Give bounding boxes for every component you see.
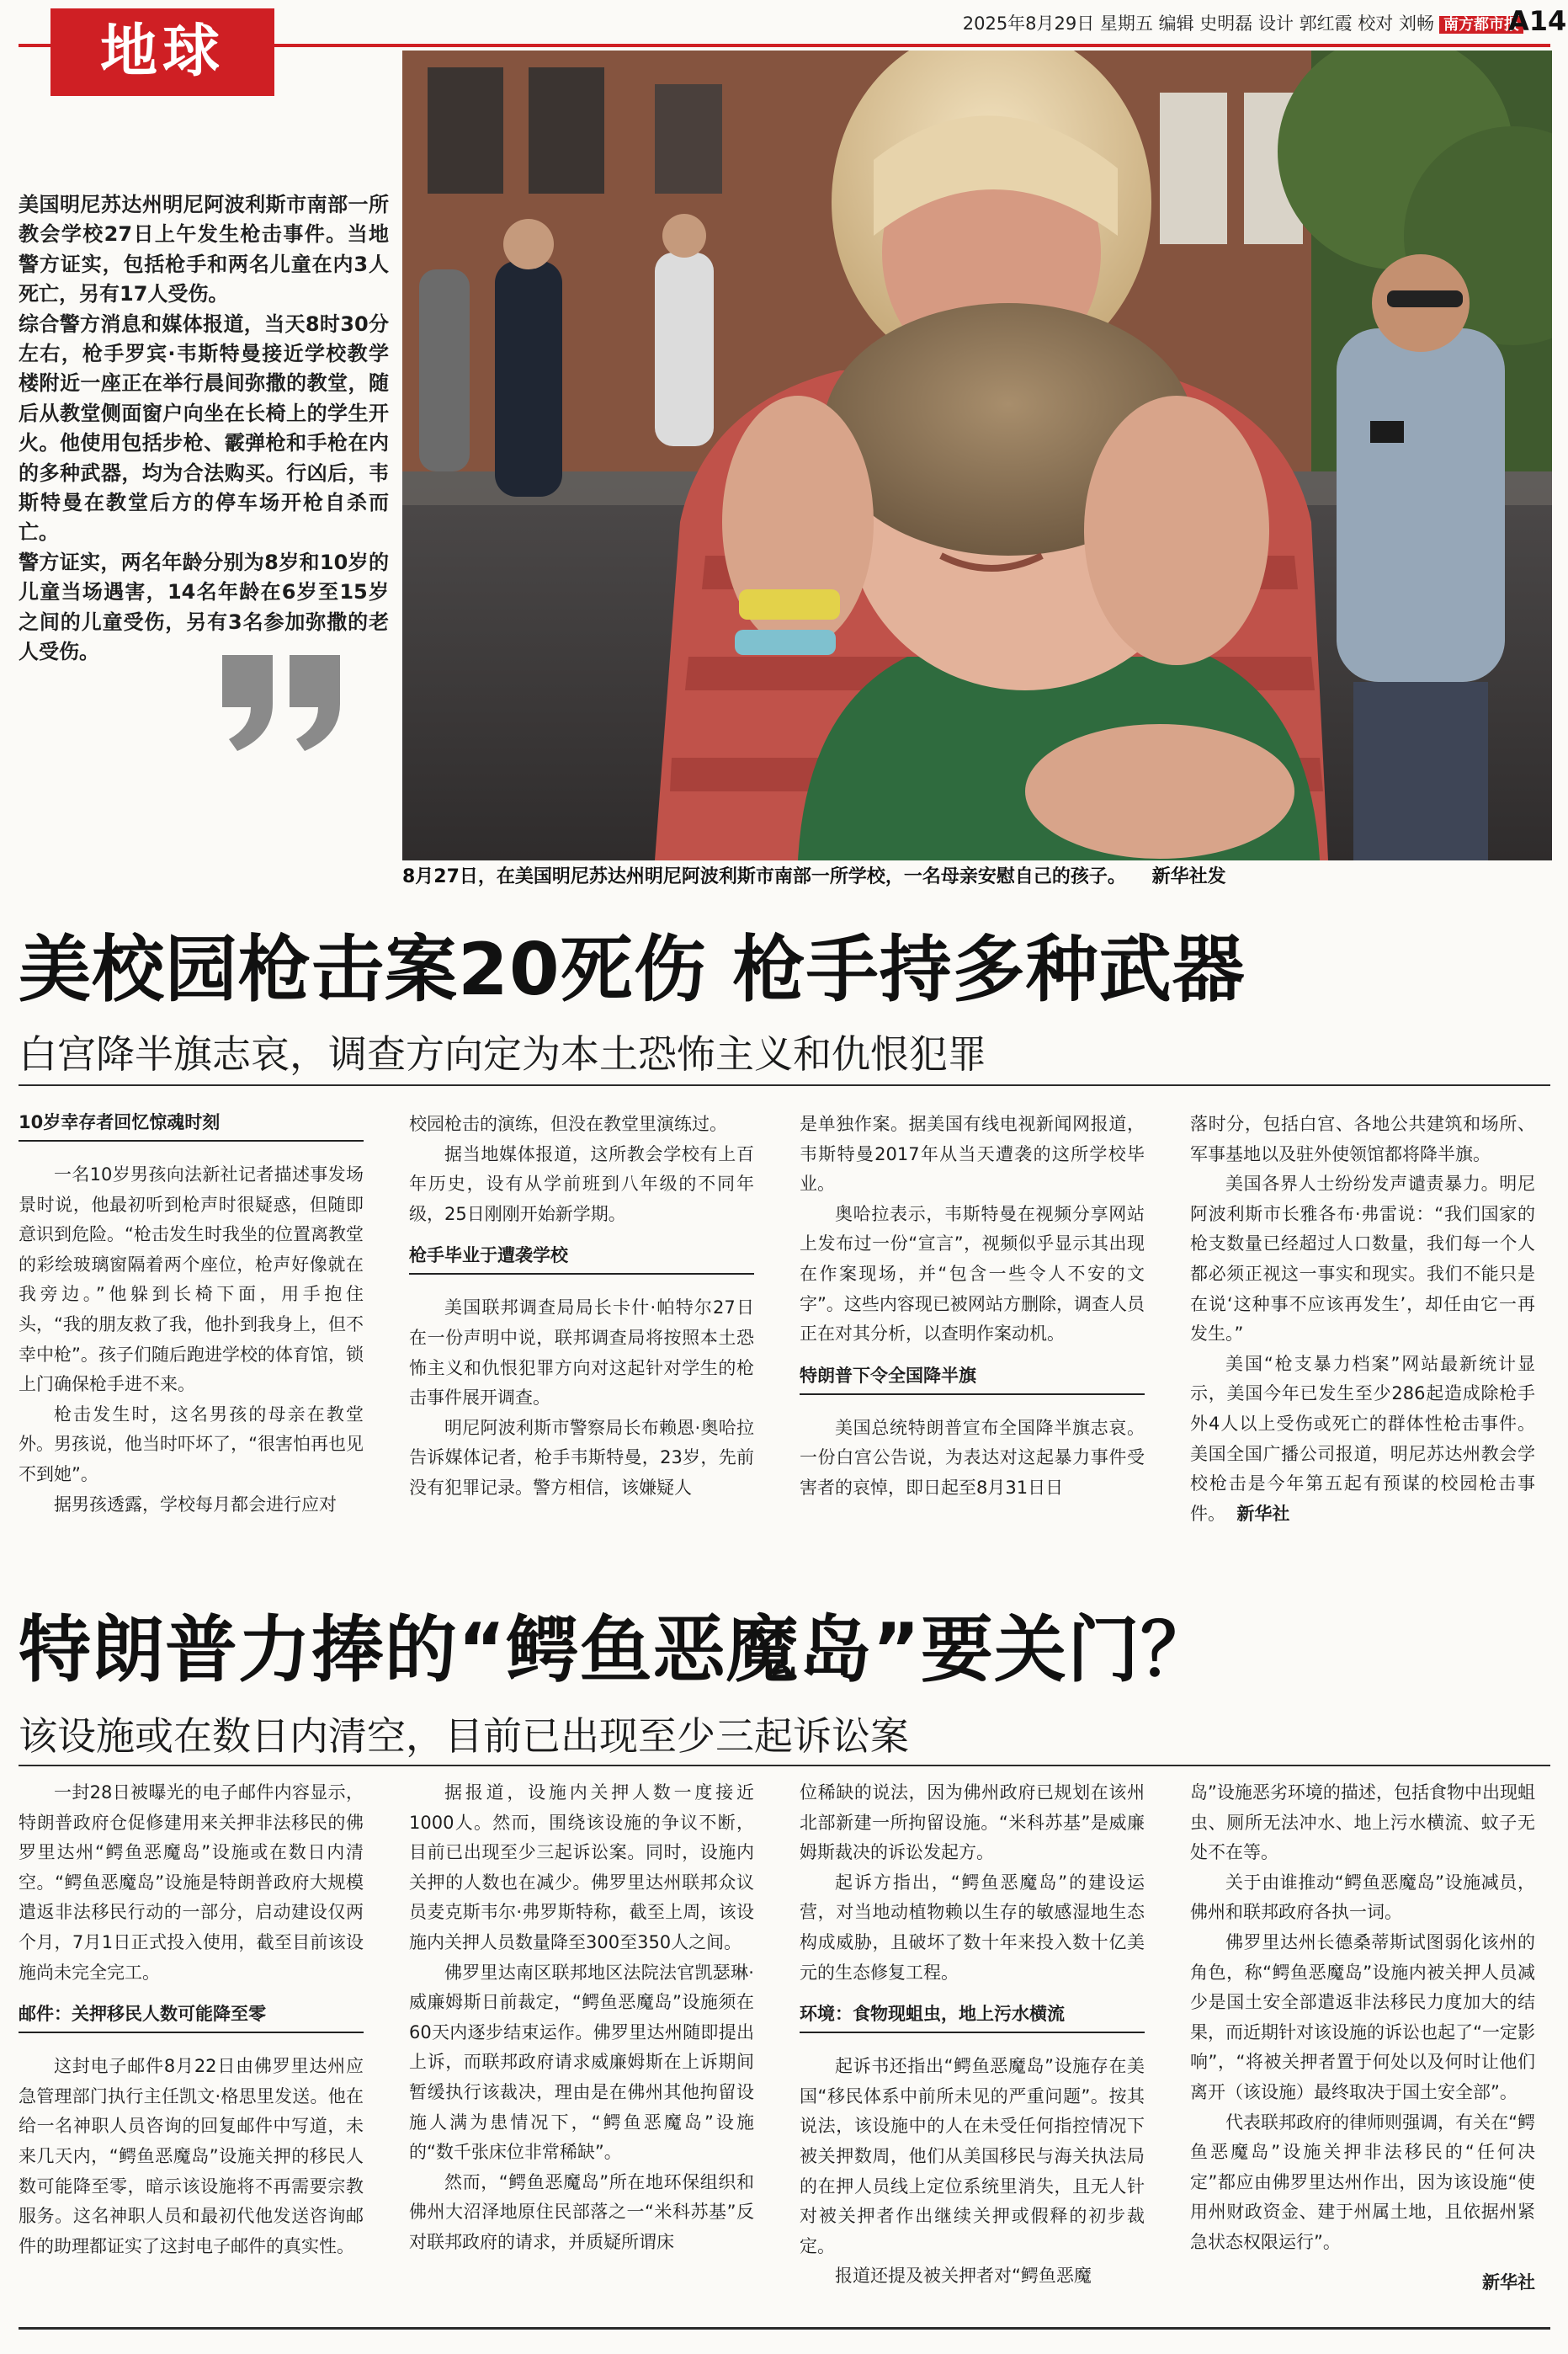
page-number: A14 [1508,5,1567,37]
story1-subhead: 白宫降半旗志哀，调查方向定为本土恐怖主义和仇恨犯罪 [19,1031,986,1077]
paragraph: 起诉书还指出“鳄鱼恶魔岛”设施存在美国“移民体系中前所未见的严重问题”。按其说法，该设施中的人在未受任何指控情况下被关押数周，他们从美国移民与海关执法局的在押人员线上定位系统里消失，且无人针对被关押者作出继续关押或假释的初步裁定。 [800,2056,1145,2256]
paragraph: 是单独作案。据美国有线电视新闻网报道，韦斯特曼2017年从当天遭袭的这所学校毕业。 [800,1114,1145,1195]
photo-credit: 新华社发 [1151,866,1226,887]
subsection-heading: 环境：食物现蛆虫，地上污水横流 [800,2001,1145,2033]
mother-comforting-child-photo [402,51,1552,860]
story2-column-1 [19,1778,364,2261]
lead-paragraph: 美国明尼苏达州明尼阿波利斯市南部一所教会学校27日上午发生枪击事件。当地警方证实，包括枪手和两名儿童在内3人死亡，另有17人受伤。 [19,193,389,306]
paragraph: 关于由谁推动“鳄鱼恶魔岛”设施减员，佛州和联邦政府各执一词。 [1190,1872,1535,1923]
page-header-meta [901,10,1523,35]
story2-column-2 [409,1778,754,2258]
caption-text: 8月27日，在美国明尼苏达州明尼阿波利斯市南部一所学校，一名母亲安慰自己的孩子。 [402,866,1126,887]
lead-paragraph: 警方证实，两名年龄分别为8岁和10岁的儿童当场遇害，14名年龄在6岁至15岁之间的儿童受伤，另有3名参加弥撒的老人受伤。 [19,550,389,664]
story1-column-1 [19,1110,364,1520]
story1-column-2 [409,1110,754,1504]
paragraph: 代表联邦政府的律师则强调，有关在“鳄鱼恶魔岛”设施关押非法移民的“任何决定”都应由佛罗里达州作出，因为该设施“使用州财政资金、建于州属土地，且依据州紧急状态权限运行”。 [1190,2112,1535,2252]
paragraph: 这封电子邮件8月22日由佛罗里达州应急管理部门执行主任凯文·格思里发送。他在给一名神职人员咨询的回复邮件中写道，未来几天内，“鳄鱼恶魔岛”设施关押的移民人数可能降至零，暗示该设施将不再需要宗教服务。这名神职人员和最初代他发送咨询邮件的助理都证实了这封电子邮件的真实性。 [19,2056,364,2256]
paragraph: 起诉方指出，“鳄鱼恶魔岛”的建设运营，对当地动植物赖以生存的敏感湿地生态构成威胁，且破坏了数十年来投入数十亿美元的生态修复工程。 [800,1872,1145,1983]
paragraph [1190,1350,1535,1530]
paragraph: 一封28日被曝光的电子邮件内容显示，特朗普政府仓促修建用来关押非法移民的佛罗里达州“鳄鱼恶魔岛”设施或在数日内清空。“鳄鱼恶魔岛”设施是特朗普政府大规模遣返非法移民行动的一部分，启动建设仅两个月，7月1日正式投入使用，截至目前该设施尚未完全完工。 [19,1782,364,1983]
paragraph: 奥哈拉表示，韦斯特曼在视频分享网站上发布过一份“宣言”，视频似乎显示其出现在作案现场，并“包含一些令人不安的文字”。这些内容现已被网站方删除，调查人员正在对其分析，以查明作案动机。 [800,1203,1145,1345]
story1-column-3 [800,1110,1145,1504]
paragraph: 明尼阿波利斯市警察局长布赖恩·奥哈拉告诉媒体记者，枪手韦斯特曼，23岁，先前没有犯罪记录。警方相信，该嫌疑人 [409,1417,754,1498]
paragraph: 位稀缺的说法，因为佛州政府已规划在该州北部新建一所拘留设施。“米科苏基”是威廉姆斯裁决的诉讼发起方。 [800,1782,1145,1863]
footer-rule [19,2327,1550,2330]
story1-headline: 美校园枪击案20死伤 枪手持多种武器 [19,928,1246,1012]
section-label: 地球 [50,8,274,96]
subsection-heading: 枪手毕业于遭袭学校 [409,1243,754,1275]
paragraph: 一名10岁男孩向法新社记者描述事发场景时说，他最初听到枪声时很疑惑，但随即意识到危险。“枪击发生时我坐的位置离教堂的彩绘玻璃窗隔着两个座位，枪声好像就在我旁边。”他躲到长椅下面，用手抱住头，“我的朋友救了我，他扑到我身上，但不幸中枪”。孩子们随后跑进学校的体育馆，锁上门确保枪手进不来。 [19,1164,364,1395]
paragraph: 校园枪击的演练，但没在教堂里演练过。 [409,1114,727,1134]
story2-rule [19,1765,1550,1766]
subsection-heading: 特朗普下令全国降半旗 [800,1363,1145,1395]
story2-column-3 [800,1778,1145,2292]
paragraph: 然而，“鳄鱼恶魔岛”所在地环保组织和佛州大沼泽地原住民部落之一“米科苏基”反对联邦政府的请求，并质疑所谓床 [409,2171,754,2252]
paragraph: 据男孩透露，学校每月都会进行应对 [54,1494,337,1515]
paragraph: 佛罗里达南区联邦地区法院法官凯瑟琳·威廉姆斯日前裁定，“鳄鱼恶魔岛”设施须在60天内逐步结束运作。佛罗里达州随即提出上诉，而联邦政府请求威廉姆斯在上诉期间暂缓执行该裁决，理由是在佛州其他拘留设施人满为患情况下，“鳄鱼恶魔岛”设施的“数千张床位非常稀缺”。 [409,1962,754,2163]
issue-date-editors: 2025年8月29日 星期五 编辑 史明磊 设计 郭红霞 校对 刘畅 [962,13,1434,34]
paragraph: 据报道，设施内关押人数一度接近1000人。然而，围绕该设施的争议不断，目前已出现至少三起诉讼案。同时，设施内关押的人数也在减少。佛罗里达州联邦众议员麦克斯韦尔·弗罗斯特称，截至上周，该设施内关押人员数量降至300至350人之间。 [409,1782,754,1952]
source-credit: 新华社 [1482,2271,1535,2293]
subsection-heading: 邮件：关押移民人数可能降至零 [19,2001,364,2033]
paragraph: 美国各界人士纷纷发声谴责暴力。明尼阿波利斯市长雅各布·弗雷说：“我们国家的枪支数量已经超过人口数量，我们每一个人都必须正视这一事实和现实。我们不能只是在说‘这种事不应该再发生’，却任由它一再发生。” [1190,1174,1535,1345]
paragraph-text: 美国“枪支暴力档案”网站最新统计显示，美国今年已发生至少286起造成除枪手外4人以上受伤或死亡的群体性枪击事件。美国全国广播公司报道，明尼苏达州教会学校枪击是今年第五起有预谋的校园枪击事件。 [1190,1353,1535,1524]
paragraph: 枪击发生时，这名男孩的母亲在教堂外。男孩说，他当时吓坏了，“很害怕再也见不到她”。 [19,1403,364,1484]
paragraph: 佛罗里达州长德桑蒂斯试图弱化该州的角色，称“鳄鱼恶魔岛”设施内被关押人员减少是国土安全部遣返非法移民力度加大的结果，而近期针对该设施的诉讼也起了“一定影响”，“将被关押者置于何处以及何时让他们离开（该设施）最终取决于国土安全部”。 [1190,1931,1535,2102]
story1-column-4 [1190,1110,1535,1529]
story2-headline: 特朗普力捧的“鳄鱼恶魔岛”要关门？ [19,1608,1215,1692]
lead-paragraph: 综合警方消息和媒体报道，当天8时30分左右，枪手罗宾·韦斯特曼接近学校教学楼附近一座正在举行晨间弥撒的教堂，随后从教堂侧面窗户向坐在长椅上的学生开火。他使用包括步枪、霰弹枪和手枪在内的多种武器，均为合法购买。行凶后，韦斯特曼在教堂后方的停车场开枪自杀而亡。 [19,312,389,545]
source-credit: 新华社 [1236,1503,1290,1524]
paragraph: 报道还提及被关押者对“鳄鱼恶魔 [835,2266,1092,2287]
lead-summary [19,190,389,668]
paragraph: 美国联邦调查局局长卡什·帕特尔27日在一份声明中说，联邦调查局将按照本土恐怖主义和仇恨犯罪方向对这起针对学生的枪击事件展开调查。 [409,1297,754,1409]
photo-caption [402,862,1552,888]
paragraph: 据当地媒体报道，这所教会学校有上百年历史，设有从学前班到八年级的不同年级，25日刚刚开始新学期。 [409,1143,754,1224]
newspaper-logo: 南方都市报 [1439,16,1523,34]
news-photo [402,51,1552,860]
paragraph: 岛”设施恶劣环境的描述，包括食物中出现蛆虫、厕所无法冲水、地上污水横流、蚊子无处不在等。 [1190,1782,1535,1863]
quote-mark-icon [217,652,345,753]
story2-column-4 [1190,1778,1535,2298]
paragraph: 美国总统特朗普宣布全国降半旗志哀。一份白宫公告说，为表达对这起暴力事件受害者的哀悼，即日起至8月31日日 [800,1417,1145,1498]
subsection-heading: 10岁幸存者回忆惊魂时刻 [19,1110,364,1142]
paragraph: 落时分，包括白宫、各地公共建筑和场所、军事基地以及驻外使领馆都将降半旗。 [1190,1114,1535,1164]
story2-subhead: 该设施或在数日内清空，目前已出现至少三起诉讼案 [19,1713,909,1759]
story1-rule [19,1084,1550,1086]
